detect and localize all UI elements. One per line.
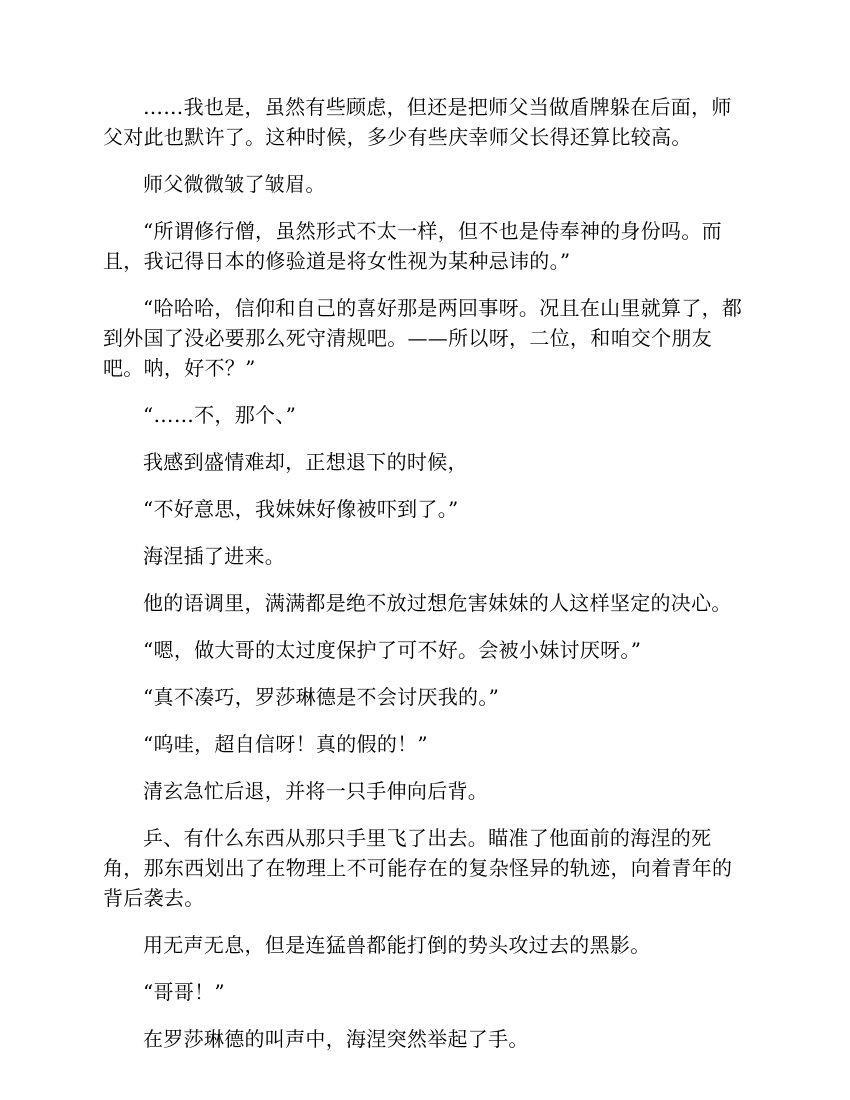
paragraph-2: 师父微微皱了皱眉。: [143, 172, 326, 196]
paragraph-9: 他的语调里，满满都是绝不放过想危害妹妹的人这样坚定的决心。: [143, 591, 732, 615]
paragraph-1: ……我也是，虽然有些顾虑，但还是把师父当做盾牌躲在后面，师父对此也默许了。这种时候，多少有些庆幸师父长得还算比较高。: [103, 95, 732, 149]
paragraph-10: “嗯，做大哥的太过度保护了可不好。会被小妹讨厌呀。”: [143, 638, 642, 662]
paragraph-14: 乒、有什么东西从那只手里飞了出去。瞄准了他面前的海涅的死角，那东西划出了在物理上不可能存在的复杂怪异的轨迹，向着青年的背后袭去。: [103, 826, 733, 910]
paragraph-11: “真不凑巧，罗莎琳德是不会讨厌我的。”: [143, 685, 500, 709]
paragraph-13: 清玄急忙后退，并将一只手伸向后背。: [143, 779, 489, 803]
paragraph-17: 在罗莎琳德的叫声中，海涅突然举起了手。: [143, 1027, 529, 1051]
paragraph-16: “哥哥！”: [143, 980, 225, 1004]
paragraph-4: “哈哈哈，信仰和自己的喜好那是两回事呀。况且在山里就算了，都到外国了没必要那么死守清规吧。——所以呀，二位，和咱交个朋友吧。呐，好不？”: [103, 296, 743, 380]
paragraph-15: 用无声无息，但是连猛兽都能打倒的势头攻过去的黑影。: [143, 933, 651, 957]
paragraph-8: 海涅插了进来。: [143, 544, 286, 568]
paragraph-5: “……不，那个、”: [143, 403, 297, 427]
paragraph-7: “不好意思，我妹妹好像被吓到了。”: [143, 497, 459, 521]
paragraph-6: 我感到盛情难却，正想退下的时候，: [143, 450, 468, 474]
paragraph-12: “呜哇，超自信呀！真的假的！”: [143, 732, 428, 756]
paragraph-3: “所谓修行僧，虽然形式不太一样，但不也是侍奉神的身份吗。而且，我记得日本的修验道是将女性视为某种忌讳的。”: [103, 219, 722, 273]
